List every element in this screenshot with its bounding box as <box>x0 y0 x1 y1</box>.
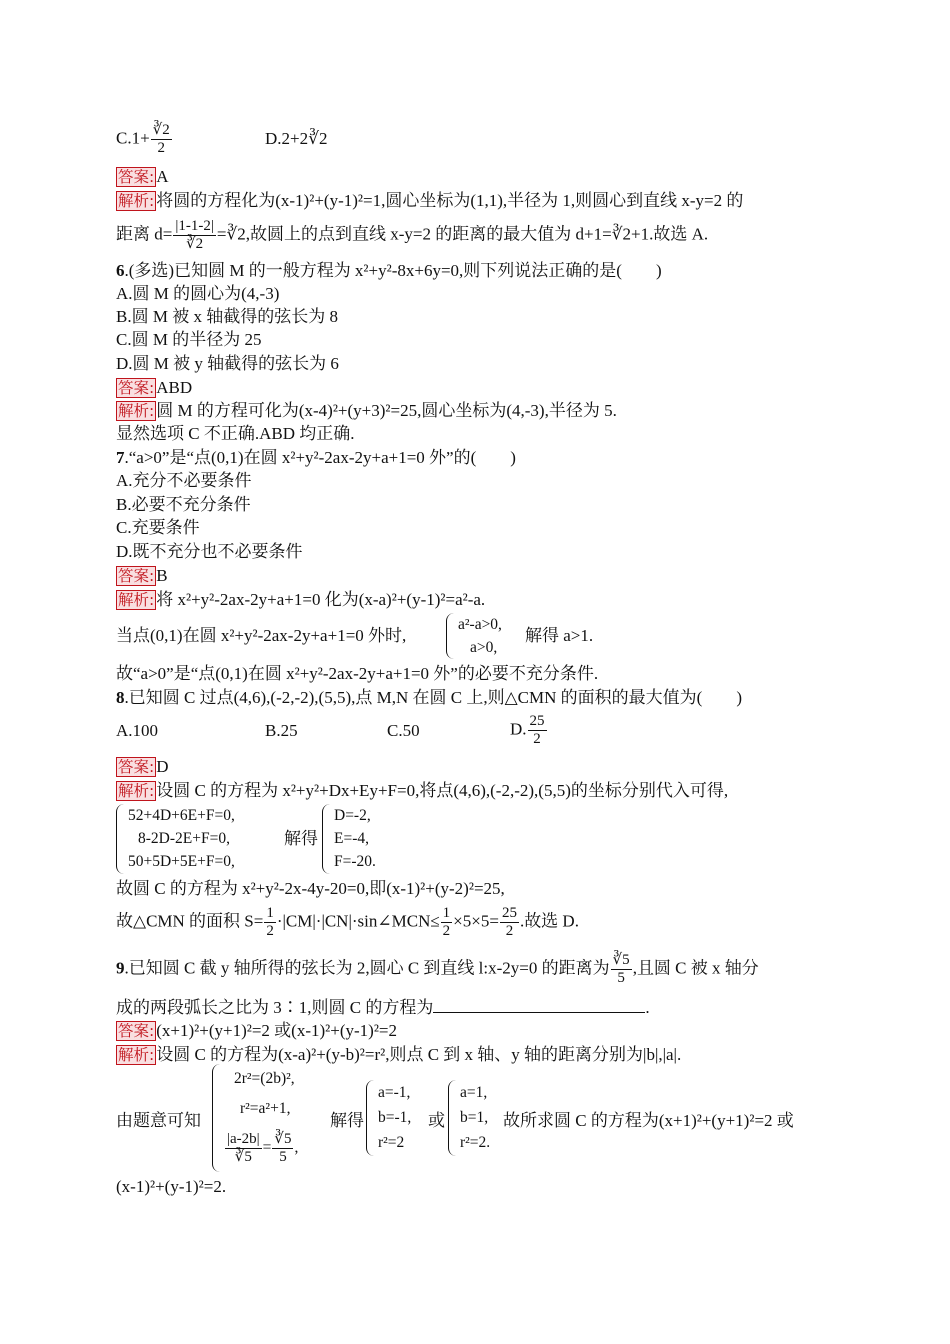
brace <box>212 1064 221 1172</box>
q8-option-c: C.50 <box>387 721 420 740</box>
brace <box>446 613 455 659</box>
q6-option-a: A.圆 M 的圆心为(4,-3) <box>116 284 280 303</box>
q5-answer: 答案: A <box>118 167 169 186</box>
q7-option-b: B.必要不充分条件 <box>116 495 251 514</box>
answer-tag: 答案: <box>118 1022 155 1040</box>
q9-solve-word: 解得 <box>330 1111 364 1130</box>
q9-or-word: 或 <box>428 1111 445 1130</box>
q7-option-c: C.充要条件 <box>116 518 200 537</box>
q9-solution-system-2: a=1, b=1, r²=2. <box>448 1080 490 1156</box>
q6-answer: 答案: ABD <box>118 378 193 397</box>
q9-answer: 答案: (x+1)²+(y+1)²=2 或(x-1)²+(y-1)²=2 <box>118 1021 398 1040</box>
q7-stem: 7.“a>0”是“点(0,1)在圆 x²+y²-2ax-2y+a+1=0 外”的( ) <box>116 448 516 467</box>
q8-answer: 答案: D <box>118 757 169 776</box>
q7-analysis-line-2-pre: 当点(0,1)在圆 x²+y²-2ax-2y+a+1=0 外时, <box>116 626 407 645</box>
q8-solve-word: 解得 <box>284 829 318 848</box>
q9-solution-system-1: a=-1, b=-1, r²=2 <box>366 1080 411 1156</box>
brace <box>448 1080 457 1156</box>
q7-analysis-line-3: 故“a>0”是“点(0,1)在圆 x²+y²-2ax-2y+a+1=0 外”的必要不充分条件. <box>116 664 599 683</box>
answer-tag: 答案: <box>118 168 155 186</box>
answer-tag: 答案: <box>118 379 155 397</box>
answer-tag: 答案: <box>118 567 155 585</box>
q9-analysis-line-3: (x-1)²+(y-1)²=2. <box>116 1177 227 1196</box>
q5-option-d: D.2+2∛2 <box>265 129 328 148</box>
q5-option-c: C.1+ $\frac{∛2}{2}$ <box>116 122 170 156</box>
analysis-tag: 解析: <box>118 402 155 420</box>
q8-analysis-line-4: 故△CMN 的面积 S= $\frac{1}{2}$ ·|CM|·|CN|·sin∠MCN≤ $\frac{1}{2}$ ×5×5= $\frac{25}{2}$ .故选 D. <box>116 905 579 939</box>
q8-analysis-line-1: 解析: 设圆 C 的方程为 x²+y²+Dx+Ey+F=0,将点(4,6),(-2,-2),(5,5)的坐标分别代入可得, <box>118 781 729 800</box>
q9-analysis-line-2-pre: 由题意可知 <box>116 1111 201 1130</box>
analysis-tag: 解析: <box>118 782 155 800</box>
fraction: $\frac{∛2}{2}$ <box>152 122 170 156</box>
q8-solution-system: D=-2, E=-4, F=-20. <box>322 804 376 874</box>
q5-analysis-line-1: 解析: 将圆的方程化为(x-1)²+(y-1)²=1,圆心坐标为(1,1),半径为 1,则圆心到直线 x-y=2 的 <box>118 191 744 210</box>
q8-option-b: B.25 <box>265 721 298 740</box>
q5-analysis-line-2: 距离 d= $\frac{|1-1-2|}{∛2}$ =∛2,故圆上的点到直线 x-y=2 的距离的最大值为 d+1=∛2+1.故选 A. <box>116 218 709 252</box>
q6-analysis-line-2: 显然选项 C 不正确.ABD 均正确. <box>116 424 355 443</box>
q9-analysis-line-2-post: 故所求圆 C 的方程为(x+1)²+(y+1)²=2 或 <box>503 1111 794 1130</box>
brace <box>116 804 125 874</box>
q6-analysis-line-1: 解析: 圆 M 的方程可化为(x-4)²+(y+3)²=25,圆心坐标为(4,-3),半径为 5. <box>118 401 617 420</box>
q8-equation-system: 52+4D+6E+F=0, 8-2D-2E+F=0, 50+5D+5E+F=0, <box>116 804 235 874</box>
q8-stem: 8.已知圆 C 过点(4,6),(-2,-2),(5,5),点 M,N 在圆 C 上,则△CMN 的面积的最大值为( ) <box>116 688 742 707</box>
q6-stem: 6.(多选)已知圆 M 的一般方程为 x²+y²-8x+6y=0,则下列说法正确的是( ) <box>116 261 662 280</box>
q7-answer: 答案: B <box>118 566 168 585</box>
q6-option-b: B.圆 M 被 x 轴截得的弦长为 8 <box>116 307 338 326</box>
answer-blank[interactable] <box>433 996 645 1013</box>
answer-tag: 答案: <box>118 758 155 776</box>
analysis-tag: 解析: <box>118 591 155 609</box>
brace <box>366 1080 375 1156</box>
q7-analysis-line-2-post: 解得 a>1. <box>525 626 594 645</box>
q8-analysis-line-3: 故圆 C 的方程为 x²+y²-2x-4y-20=0,即(x-1)²+(y-2)²=25, <box>116 879 505 898</box>
analysis-tag: 解析: <box>118 1046 155 1064</box>
q9-stem-line-1: 9.已知圆 C 截 y 轴所得的弦长为 2,圆心 C 到直线 l:x-2y=0 的距离为 $\frac{∛5}{5}$ ,且圆 C 被 x 轴分 <box>116 952 759 986</box>
q7-analysis-line-1: 解析: 将 x²+y²-2ax-2y+a+1=0 化为(x-a)²+(y-1)²=a²-a. <box>118 590 486 609</box>
q7-inequality-system: a²-a>0, a>0, <box>446 613 502 659</box>
q9-equation-system: 2r²=(2b)², r²=a²+1, $\frac{|a-2b|}{∛5}$ = $\frac{∛5}{5}$ , <box>212 1064 298 1172</box>
q9-analysis-line-1: 解析: 设圆 C 的方程为(x-a)²+(y-b)²=r²,则点 C 到 x 轴、y 轴的距离分别为|b|,|a|. <box>118 1045 682 1064</box>
q6-option-c: C.圆 M 的半径为 25 <box>116 330 262 349</box>
q9-stem-line-2: 成的两段弧长之比为 3∶1,则圆 C 的方程为 . <box>116 998 650 1017</box>
q7-option-d: D.既不充分也不必要条件 <box>116 542 303 561</box>
q8-option-d: D. $\frac{25}{2}$ <box>510 713 545 747</box>
q7-option-a: A.充分不必要条件 <box>116 471 252 490</box>
q8-option-a: A.100 <box>116 721 159 740</box>
q6-option-d: D.圆 M 被 y 轴截得的弦长为 6 <box>116 354 339 373</box>
analysis-tag: 解析: <box>118 192 155 210</box>
brace <box>322 804 331 874</box>
